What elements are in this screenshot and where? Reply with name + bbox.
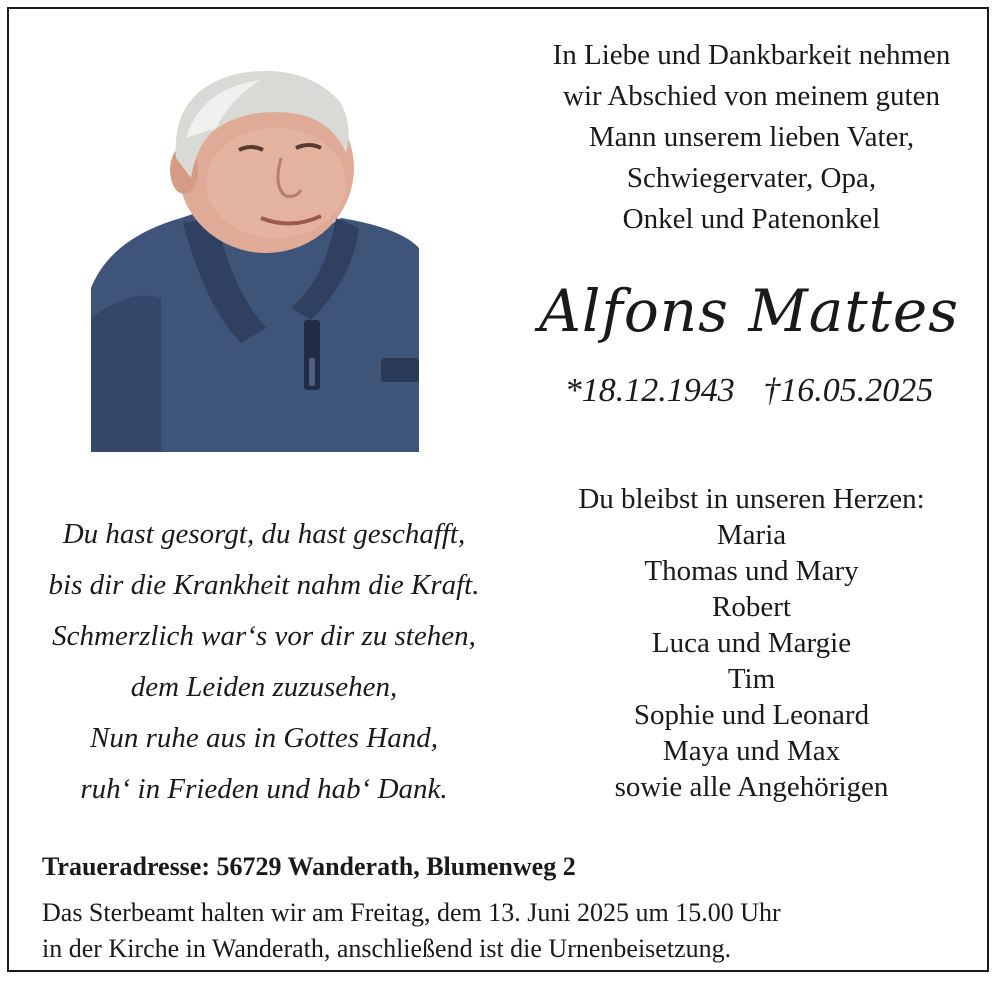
family-heading: Du bleibst in unseren Herzen:	[578, 483, 925, 515]
service-details	[42, 895, 992, 967]
obituary-frame	[7, 7, 989, 972]
family-list	[509, 481, 994, 805]
intro-line: In Liebe und Dankbarkeit nehmen	[552, 39, 951, 71]
life-dates	[529, 367, 969, 415]
family-member: sowie alle Angehörigen	[614, 771, 889, 803]
family-member: Thomas und Mary	[644, 555, 859, 587]
intro-line: Schwiegervater, Opa,	[626, 162, 877, 194]
intro-line: Mann unserem lieben Vater,	[588, 121, 915, 153]
family-member: Maya und Max	[662, 735, 841, 767]
poem-line: ruh‘ in Frieden und hab‘ Dank.	[80, 773, 448, 805]
family-member: Tim	[727, 663, 776, 695]
intro-text	[499, 35, 1000, 240]
poem-line: Schmerzlich war‘s vor dir zu stehen,	[52, 620, 476, 652]
memorial-poem	[29, 509, 499, 815]
mourning-address: Traueradresse: 56729 Wanderath, Blumenweg 2	[42, 852, 576, 881]
intro-line: Onkel und Patenonkel	[622, 203, 881, 235]
family-member: Sophie und Leonard	[633, 699, 870, 731]
service-line: Das Sterbeamt halten wir am Freitag, dem 13. Juni 2025 um 15.00 Uhr	[42, 898, 781, 927]
poem-line: Du hast gesorgt, du hast geschafft,	[62, 518, 466, 550]
intro-line: wir Abschied von meinem guten	[563, 80, 940, 112]
service-line: in der Kirche in Wanderath, anschließend ist die Urnenbeisetzung.	[42, 934, 732, 963]
poem-line: dem Leiden zuzusehen,	[130, 671, 398, 703]
family-member: Robert	[712, 591, 791, 623]
family-member: Maria	[716, 519, 787, 551]
deceased-name: Alfons Mattes	[538, 277, 960, 345]
portrait-photo	[91, 58, 419, 452]
death-date: †16.05.2025	[763, 372, 934, 409]
family-member: Luca und Margie	[651, 627, 852, 659]
poem-line: Nun ruhe aus in Gottes Hand,	[90, 722, 438, 754]
portrait-illustration	[91, 58, 419, 452]
poem-line: bis dir die Krankheit nahm die Kraft.	[48, 569, 480, 601]
birth-date: *18.12.1943	[564, 372, 735, 409]
